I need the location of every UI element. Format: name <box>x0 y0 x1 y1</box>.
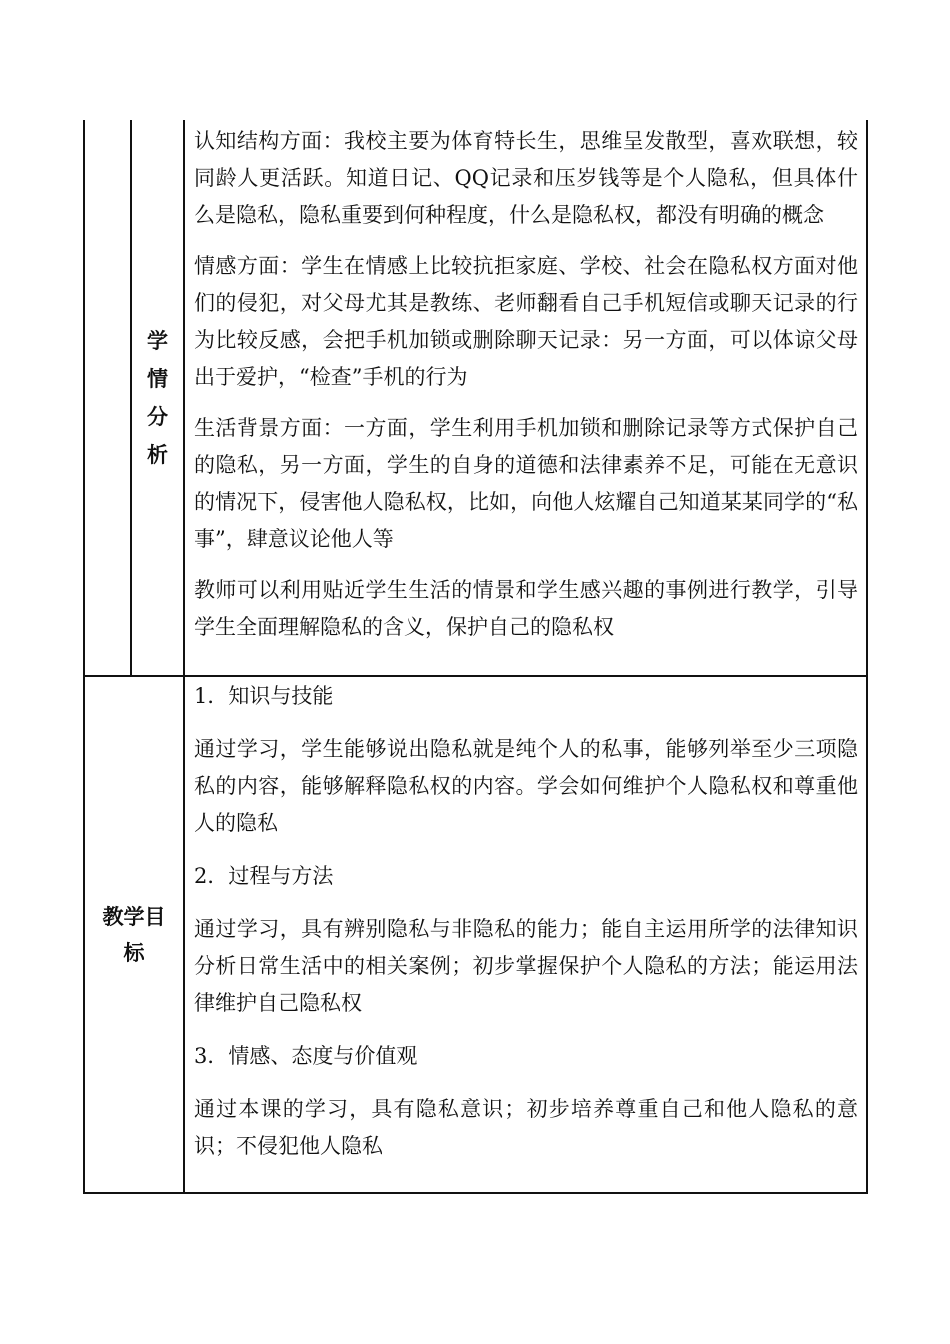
goal-heading-values: 3．情感、态度与价值观 <box>194 1044 418 1068</box>
goal-heading-process: 2．过程与方法 <box>194 864 334 888</box>
table-row-student-analysis <box>84 120 867 676</box>
goal-text-process: 通过学习，具有辨别隐私与非隐私的能力；能自主运用所学的法律知识分析日常生活中的相关案例；初步掌握保护个人隐私的方法；能运用法律维护自己隐私权 <box>194 917 858 1015</box>
goal-text-knowledge: 通过学习，学生能够说出隐私就是纯个人的私事，能够列举至少三项隐私的内容，能够解释隐私权的内容。学会如何维护个人隐私权和尊重他人的隐私 <box>194 737 858 835</box>
student-analysis-content <box>184 120 867 676</box>
section-label-text: 教学目标 <box>102 904 166 965</box>
table-row-teaching-goals <box>84 676 867 1193</box>
lesson-plan-table <box>83 120 868 1194</box>
paragraph-cognitive: 认知结构方面：我校主要为体育特长生，思维呈发散型，喜欢联想，较同龄人更活跃。知道日记、QQ记录和压岁钱等是个人隐私，但具体什么是隐私，隐私重要到何种程度，什么是隐私权，都没有明确的概念 <box>194 129 858 227</box>
paragraph-emotion: 情感方面：学生在情感上比较抗拒家庭、学校、社会在隐私权方面对他们的侵犯，对父母尤其是教练、老师翻看自己手机短信或聊天记录的行为比较反感，会把手机加锁或删除聊天记录：另一方面，可以体谅父母出于爱护，“检查”手机的行为 <box>194 254 858 389</box>
teaching-goals-content <box>184 676 867 1193</box>
paragraph-teaching-note: 教师可以利用贴近学生生活的情景和学生感兴趣的事例进行教学，引导学生全面理解隐私的含义，保护自己的隐私权 <box>194 578 858 639</box>
paragraph-life-background: 生活背景方面：一方面，学生利用手机加锁和删除记录等方式保护自己的隐私，另一方面，学生的自身的道德和法律素养不足，可能在无意识的情况下，侵害他人隐私权，比如，向他人炫耀自己知道某某同学的“私事”，肆意议论他人等 <box>194 416 858 551</box>
goal-text-values: 通过本课的学习，具有隐私意识；初步培养尊重自己和他人隐私的意识；不侵犯他人隐私 <box>194 1097 858 1158</box>
section-label-student-analysis <box>131 120 184 676</box>
goal-heading-knowledge: 1．知识与技能 <box>194 684 334 708</box>
section-label-teaching-goals <box>84 676 184 1193</box>
section-label-text: 学情分析 <box>147 328 168 467</box>
empty-left-cell <box>84 120 131 676</box>
